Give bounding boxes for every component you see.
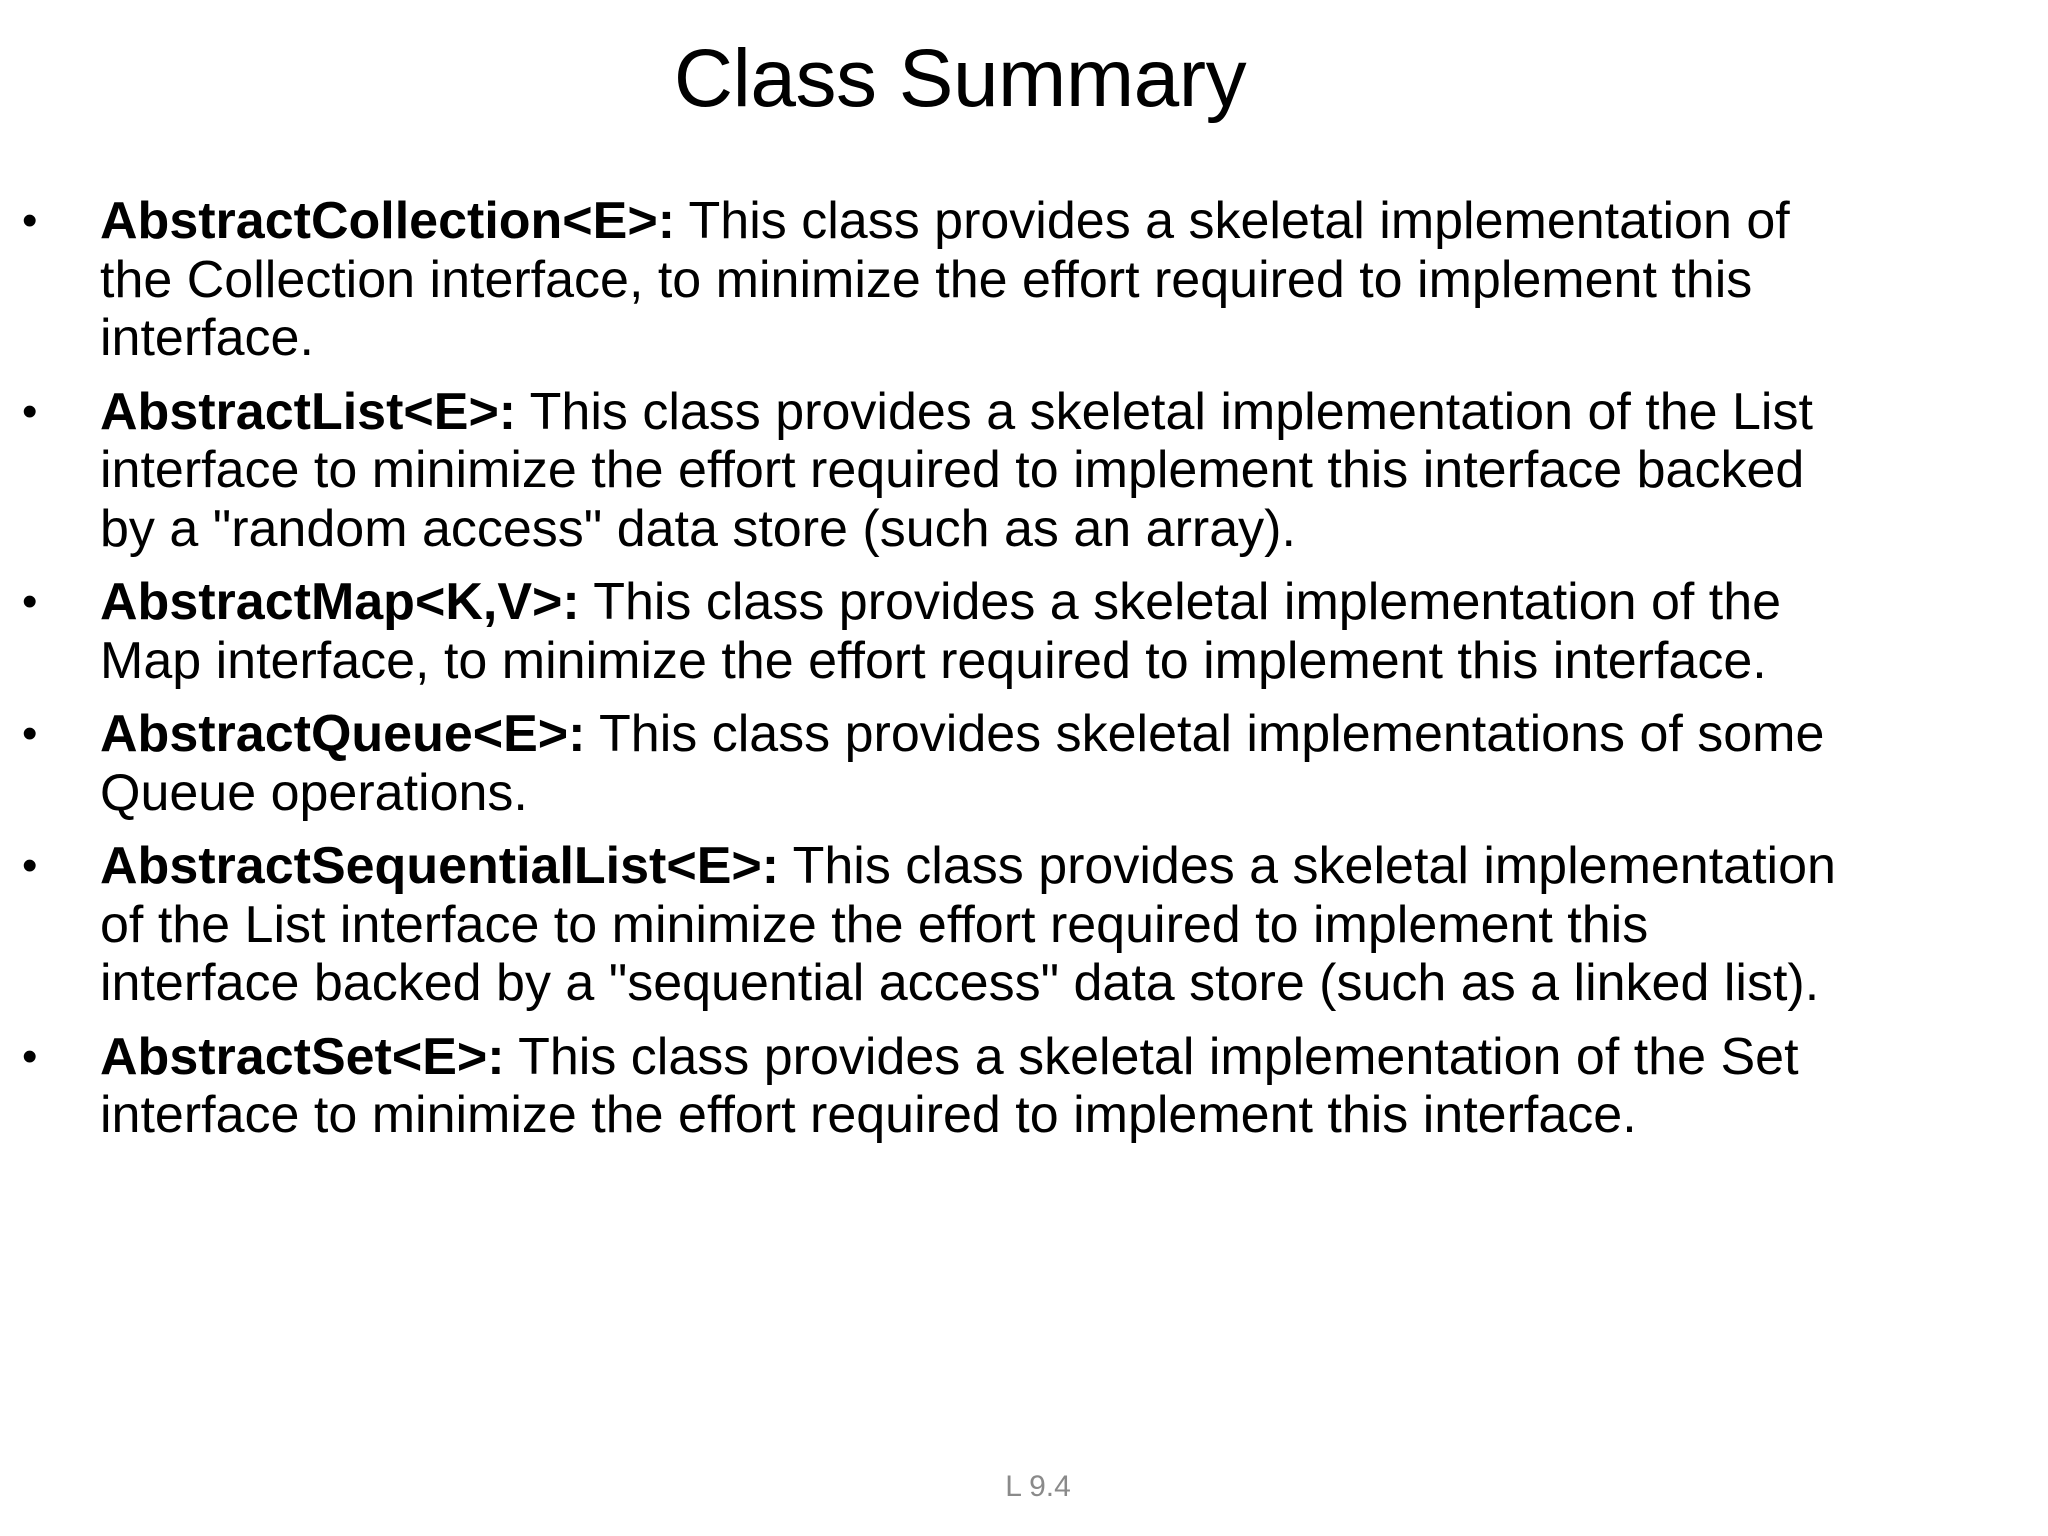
bullet-icon: • (22, 1031, 38, 1081)
class-name: AbstractSet<E>: (100, 1027, 505, 1086)
class-name: AbstractMap<K,V>: (100, 573, 580, 631)
list-item (20, 1028, 1850, 1145)
bullet-icon: • (22, 577, 38, 626)
class-description: This class provides a skeletal implementation of the Collection interface, to minimize the effort required to implement this interface. (100, 192, 1790, 367)
class-name: AbstractQueue<E>: (100, 705, 586, 763)
class-name: AbstractCollection<E>: (100, 192, 676, 250)
class-description: This class provides a skeletal implementation of the Set interface to minimize the effort required to implement this interface. (100, 1027, 1799, 1144)
list-item (20, 705, 1850, 822)
class-list (20, 192, 1850, 1160)
list-item (20, 383, 1850, 559)
bullet-icon: • (22, 841, 38, 890)
bullet-icon: • (22, 386, 38, 436)
slide-number: L 9.4 (1005, 1470, 1071, 1503)
slide-title: Class Summary (673, 33, 1247, 124)
class-description: This class provides a skeletal implementation of the List interface to minimize the effort required to implement this interface backed by a "random access" data store (such as an array). (100, 382, 1813, 558)
class-name: AbstractList<E>: (100, 382, 517, 441)
class-description: This class provides a skeletal implementation of the Map interface, to minimize the effort required to implement this interface. (100, 573, 1782, 690)
bullet-icon: • (22, 709, 38, 758)
list-item (20, 573, 1850, 690)
class-name: AbstractSequentialList<E>: (100, 837, 780, 895)
bullet-icon: • (22, 196, 38, 245)
list-item (20, 837, 1850, 1013)
class-description: This class provides a skeletal implementation of the List interface to minimize the effort required to implement this interface backed by a "sequential access" data store (such as a linked list). (100, 837, 1836, 1012)
class-description: This class provides skeletal implementations of some Queue operations. (100, 705, 1825, 822)
list-item (20, 192, 1850, 368)
